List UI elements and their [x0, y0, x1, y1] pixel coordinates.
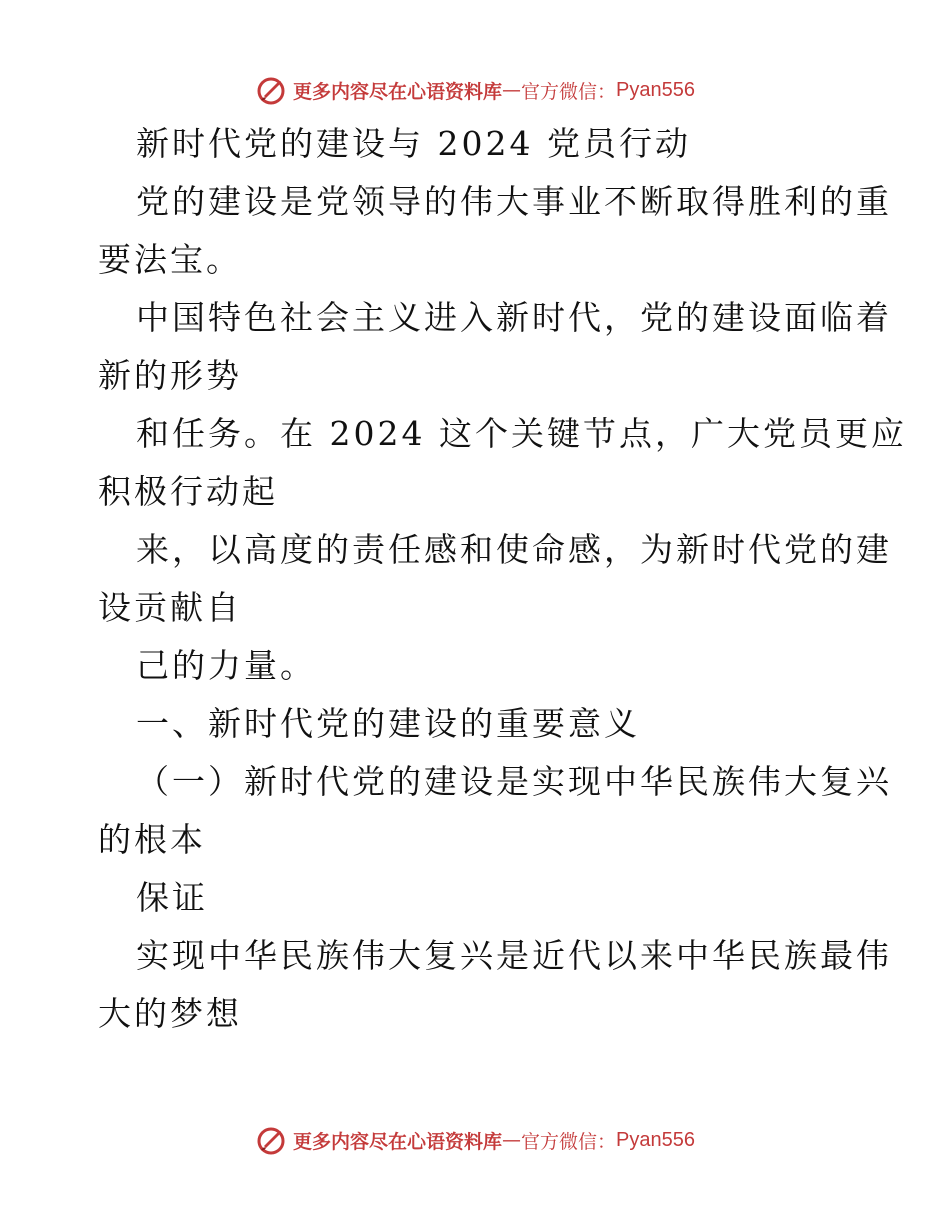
watermark-wechat-label: 官方微信： [521, 80, 617, 103]
header-watermark [0, 70, 950, 110]
document-title: 新时代党的建设与 2024 党员行动 [136, 124, 691, 163]
brush-logo-icon [255, 1124, 287, 1156]
paragraph-line: 的根本 [98, 820, 206, 859]
watermark-separator: — [502, 1129, 522, 1151]
footer-watermark [0, 1120, 950, 1160]
watermark-brand: 更多内容尽在心语资料库 [293, 80, 503, 103]
subsection-heading: （一）新时代党的建设是实现中华民族伟大复兴 [136, 762, 892, 801]
watermark-brand: 更多内容尽在心语资料库 [293, 1130, 503, 1153]
watermark-separator: — [502, 79, 522, 101]
paragraph-line: 来，以高度的责任感和使命感，为新时代党的建 [136, 530, 892, 569]
paragraph-line: 中国特色社会主义进入新时代，党的建设面临着 [136, 298, 892, 337]
paragraph-line: 党的建设是党领导的伟大事业不断取得胜利的重 [136, 182, 892, 221]
paragraph-line: 和任务。在 2024 这个关键节点，广大党员更应 [136, 414, 907, 453]
section-heading: 一、新时代党的建设的重要意义 [136, 704, 640, 743]
document-body [98, 115, 907, 1043]
paragraph-line: 设贡献自 [98, 588, 242, 627]
paragraph-line: 新的形势 [98, 356, 242, 395]
paragraph-line: 积极行动起 [98, 472, 278, 511]
watermark-wechat-id: Pyan556 [616, 1128, 695, 1151]
brush-logo-icon [255, 74, 287, 106]
paragraph-line: 保证 [136, 878, 208, 917]
paragraph-line: 己的力量。 [136, 646, 316, 685]
paragraph-line: 大的梦想 [98, 994, 242, 1033]
paragraph-line: 实现中华民族伟大复兴是近代以来中华民族最伟 [136, 936, 892, 975]
paragraph-line: 要法宝。 [98, 240, 242, 279]
watermark-wechat-id: Pyan556 [616, 78, 695, 101]
watermark-wechat-label: 官方微信： [521, 1130, 617, 1153]
